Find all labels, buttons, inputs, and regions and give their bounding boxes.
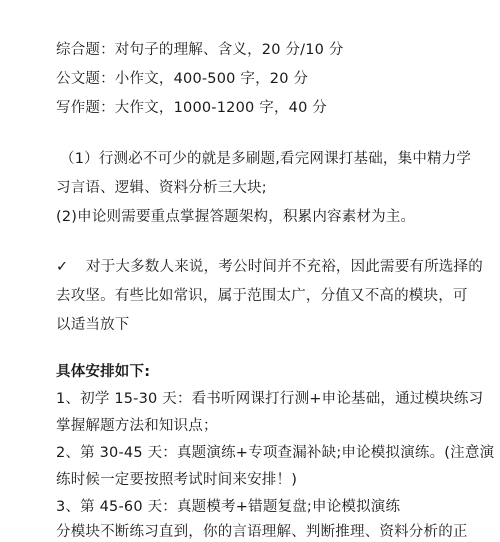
schedule-line-4: 练时候一定要按照考试时间来安排！) xyxy=(56,472,298,488)
tip-line-1 xyxy=(56,257,483,277)
question-type-essay: 写作题：大作文，1000-1200 字，40 分 xyxy=(56,100,328,116)
tip-text-1: 对于大多数人来说，考公时间并不充裕，因此需要有所选择的 xyxy=(86,259,483,275)
note-line-1: （1）行测必不可少的就是多刷题,看完网课打基础，集中精力学 xyxy=(60,151,472,167)
check-icon: ✓ xyxy=(56,259,69,275)
question-type-official-doc: 公文题：小作文，400-500 字，20 分 xyxy=(56,71,309,87)
schedule-line-3: 2、第 30-45 天：真题演练+专项查漏补缺;申论模拟演练。(注意演 xyxy=(56,445,495,461)
tip-line-2: 去攻坚。有些比如常识，属于范围太广，分值又不高的模块，可 xyxy=(56,288,468,304)
schedule-line-2: 掌握解题方法和知识点； xyxy=(56,418,218,434)
schedule-heading: 具体安排如下: xyxy=(56,364,151,380)
tip-line-3: 以适当放下 xyxy=(56,317,130,333)
schedule-line-1: 1、初学 15-30 天：看书听网课打行测+申论基础，通过模块练习 xyxy=(56,391,484,407)
schedule-line-6: 分模块不断练习直到，你的言语理解、判断推理、资料分析的正 xyxy=(56,524,468,540)
note-line-3: (2)申论则需要重点掌握答题架构，积累内容素材为主。 xyxy=(56,209,416,225)
schedule-line-5: 3、第 45-60 天：真题模考+错题复盘;申论模拟演练 xyxy=(56,499,401,515)
note-line-2: 习言语、逻辑、资料分析三大块; xyxy=(56,180,267,196)
question-type-comprehensive: 综合题：对句子的理解、含义，20 分/10 分 xyxy=(56,42,344,58)
